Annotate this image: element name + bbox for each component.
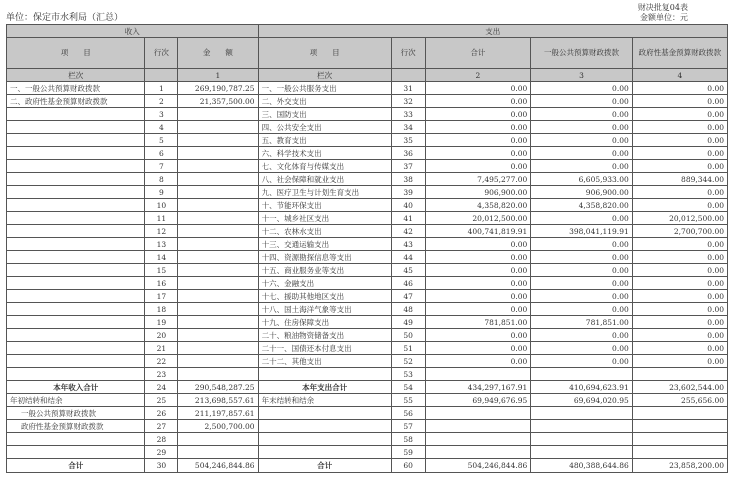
table-row bbox=[7, 238, 728, 251]
grand-total-label: 合计 bbox=[7, 459, 145, 473]
expense-total: 906,900.00 bbox=[425, 186, 531, 199]
expense-item-label: 十三、交通运输支出 bbox=[258, 238, 391, 251]
expense-item-label: 二十二、其他支出 bbox=[258, 355, 391, 368]
expense-total bbox=[425, 368, 531, 381]
expense-total: 7,495,277.00 bbox=[425, 173, 531, 186]
empty-cell bbox=[531, 433, 632, 446]
general-budget-label: 一般公共预算财政拨款 bbox=[7, 407, 145, 420]
grand-total-amount: 504,246,844.86 bbox=[178, 459, 258, 473]
row-number: 12 bbox=[145, 225, 178, 238]
expense-fund: 0.00 bbox=[632, 186, 727, 199]
row-number: 32 bbox=[391, 95, 425, 108]
row-number: 18 bbox=[145, 303, 178, 316]
empty-cell bbox=[632, 446, 727, 459]
expense-fund: 0.00 bbox=[632, 199, 727, 212]
expense-general bbox=[531, 368, 632, 381]
table-row bbox=[7, 355, 728, 368]
income-amount bbox=[178, 160, 258, 173]
expense-total: 0.00 bbox=[425, 160, 531, 173]
expense-item-label: 八、社会保障和就业支出 bbox=[258, 173, 391, 186]
row-number: 35 bbox=[391, 134, 425, 147]
expense-total: 0.00 bbox=[425, 82, 531, 95]
expense-total: 0.00 bbox=[425, 121, 531, 134]
expense-item-label: 十一、城乡社区支出 bbox=[258, 212, 391, 225]
expense-fund: 0.00 bbox=[632, 108, 727, 121]
row-number: 13 bbox=[145, 238, 178, 251]
row-number: 19 bbox=[145, 316, 178, 329]
lanci-label: 栏次 bbox=[7, 69, 145, 82]
expense-fund: 889,344.00 bbox=[632, 173, 727, 186]
table-row-fund bbox=[7, 420, 728, 433]
empty-cell bbox=[425, 407, 531, 420]
income-item-label bbox=[7, 316, 145, 329]
expense-item-label: 三、国防支出 bbox=[258, 108, 391, 121]
income-item-label bbox=[7, 186, 145, 199]
row-number: 16 bbox=[145, 277, 178, 290]
currency-unit: 金额单位：元 bbox=[640, 13, 688, 22]
expense-total: 400,741,819.91 bbox=[425, 225, 531, 238]
expense-general: 0.00 bbox=[531, 303, 632, 316]
row-number: 27 bbox=[145, 420, 178, 433]
income-amount bbox=[178, 121, 258, 134]
expense-item-label: 二、外交支出 bbox=[258, 95, 391, 108]
expense-fund: 0.00 bbox=[632, 290, 727, 303]
expense-fund: 20,012,500.00 bbox=[632, 212, 727, 225]
expense-fund: 0.00 bbox=[632, 342, 727, 355]
empty-cell bbox=[178, 446, 258, 459]
expense-item-label: 四、公共安全支出 bbox=[258, 121, 391, 134]
expense-general: 906,900.00 bbox=[531, 186, 632, 199]
row-number: 50 bbox=[391, 329, 425, 342]
row-number: 37 bbox=[391, 160, 425, 173]
row-number: 54 bbox=[391, 381, 425, 394]
income-item-label bbox=[7, 225, 145, 238]
row-number: 11 bbox=[145, 212, 178, 225]
income-group-header: 收入 bbox=[7, 25, 259, 38]
table-row bbox=[7, 160, 728, 173]
expense-total: 0.00 bbox=[425, 290, 531, 303]
col-item-header: 项 目 bbox=[258, 38, 391, 69]
table-row bbox=[7, 82, 728, 95]
row-number: 43 bbox=[391, 238, 425, 251]
expense-general: 0.00 bbox=[531, 95, 632, 108]
row-number: 9 bbox=[145, 186, 178, 199]
expense-item-label: 十四、资源勘探信息等支出 bbox=[258, 251, 391, 264]
table-row bbox=[7, 121, 728, 134]
expense-general: 398,041,119.91 bbox=[531, 225, 632, 238]
expense-general: 0.00 bbox=[531, 147, 632, 160]
income-amount: 21,357,500.00 bbox=[178, 95, 258, 108]
table-row-grand-total bbox=[7, 459, 728, 473]
income-amount bbox=[178, 329, 258, 342]
expense-total: 0.00 bbox=[425, 134, 531, 147]
income-amount bbox=[178, 134, 258, 147]
income-amount bbox=[178, 238, 258, 251]
expense-item-label: 六、科学技术支出 bbox=[258, 147, 391, 160]
general-budget-amount: 211,197,857.61 bbox=[178, 407, 258, 420]
income-item-label bbox=[7, 342, 145, 355]
col-amount-header: 金 额 bbox=[178, 38, 258, 69]
table-row bbox=[7, 316, 728, 329]
lanci-2: 2 bbox=[425, 69, 531, 82]
row-number: 24 bbox=[145, 381, 178, 394]
expense-total: 0.00 bbox=[425, 108, 531, 121]
income-item-label bbox=[7, 303, 145, 316]
expense-fund: 0.00 bbox=[632, 160, 727, 173]
carry-out-general: 69,694,020.95 bbox=[531, 394, 632, 407]
expense-general: 0.00 bbox=[531, 329, 632, 342]
income-item-label bbox=[7, 121, 145, 134]
income-item-label: 二、政府性基金预算财政拨款 bbox=[7, 95, 145, 108]
income-item-label bbox=[7, 199, 145, 212]
expense-fund: 0.00 bbox=[632, 355, 727, 368]
expense-general: 0.00 bbox=[531, 355, 632, 368]
row-number: 30 bbox=[145, 459, 178, 473]
expense-total: 0.00 bbox=[425, 303, 531, 316]
row-number: 36 bbox=[391, 147, 425, 160]
carry-out-label: 年末结转和结余 bbox=[258, 394, 391, 407]
income-amount bbox=[178, 264, 258, 277]
empty-cell bbox=[531, 446, 632, 459]
row-number: 57 bbox=[391, 420, 425, 433]
expense-total: 4,358,820.00 bbox=[425, 199, 531, 212]
grand-total-expense: 504,246,844.86 bbox=[425, 459, 531, 473]
row-number: 14 bbox=[145, 251, 178, 264]
table-row bbox=[7, 290, 728, 303]
income-item-label bbox=[7, 134, 145, 147]
row-number: 6 bbox=[145, 147, 178, 160]
carry-in-label: 年初结转和结余 bbox=[7, 394, 145, 407]
row-number: 21 bbox=[145, 342, 178, 355]
row-number: 45 bbox=[391, 264, 425, 277]
row-number: 3 bbox=[145, 108, 178, 121]
empty-cell bbox=[258, 433, 391, 446]
expense-general: 6,605,933.00 bbox=[531, 173, 632, 186]
empty-cell bbox=[632, 420, 727, 433]
empty-cell bbox=[531, 420, 632, 433]
income-item-label: 一、一般公共预算财政拨款 bbox=[7, 82, 145, 95]
empty-cell bbox=[632, 407, 727, 420]
row-number: 60 bbox=[391, 459, 425, 473]
table-row-general bbox=[7, 407, 728, 420]
row-number: 44 bbox=[391, 251, 425, 264]
empty-cell bbox=[7, 433, 145, 446]
table-row bbox=[7, 264, 728, 277]
income-item-label bbox=[7, 212, 145, 225]
expense-general: 4,358,820.00 bbox=[531, 199, 632, 212]
income-item-label bbox=[7, 147, 145, 160]
income-item-label bbox=[7, 355, 145, 368]
income-item-label bbox=[7, 329, 145, 342]
row-number: 10 bbox=[145, 199, 178, 212]
header-row-lanci bbox=[7, 69, 728, 82]
income-amount bbox=[178, 342, 258, 355]
expense-fund: 0.00 bbox=[632, 316, 727, 329]
row-number: 41 bbox=[391, 212, 425, 225]
row-number: 51 bbox=[391, 342, 425, 355]
expense-item-label bbox=[258, 368, 391, 381]
expense-total: 0.00 bbox=[425, 264, 531, 277]
row-number: 15 bbox=[145, 264, 178, 277]
expense-fund: 0.00 bbox=[632, 264, 727, 277]
expense-item-label: 七、文化体育与传媒支出 bbox=[258, 160, 391, 173]
income-amount bbox=[178, 303, 258, 316]
expense-general: 0.00 bbox=[531, 264, 632, 277]
expense-item-label: 十五、商业服务业等支出 bbox=[258, 264, 391, 277]
row-number: 17 bbox=[145, 290, 178, 303]
expense-general: 0.00 bbox=[531, 121, 632, 134]
row-number: 7 bbox=[145, 160, 178, 173]
row-number: 59 bbox=[391, 446, 425, 459]
income-item-label bbox=[7, 264, 145, 277]
expense-total-amount: 434,297,167.91 bbox=[425, 381, 531, 394]
expense-general: 0.00 bbox=[531, 134, 632, 147]
expense-total: 0.00 bbox=[425, 251, 531, 264]
empty-cell bbox=[7, 446, 145, 459]
table-row bbox=[7, 225, 728, 238]
expense-item-label: 九、医疗卫生与计划生育支出 bbox=[258, 186, 391, 199]
expense-general: 0.00 bbox=[531, 238, 632, 251]
income-item-label bbox=[7, 290, 145, 303]
income-amount: 269,190,787.25 bbox=[178, 82, 258, 95]
income-amount bbox=[178, 355, 258, 368]
lanci-label: 栏次 bbox=[258, 69, 391, 82]
row-number: 26 bbox=[145, 407, 178, 420]
table-row bbox=[7, 186, 728, 199]
expense-fund: 0.00 bbox=[632, 238, 727, 251]
carry-out-fund: 255,656.00 bbox=[632, 394, 727, 407]
expense-item-label: 二十、粮油物资储备支出 bbox=[258, 329, 391, 342]
empty-cell bbox=[178, 433, 258, 446]
expense-fund: 0.00 bbox=[632, 134, 727, 147]
table-row bbox=[7, 199, 728, 212]
row-number: 25 bbox=[145, 394, 178, 407]
income-amount bbox=[178, 277, 258, 290]
fund-budget-label: 政府性基金预算财政拨款 bbox=[7, 420, 145, 433]
expense-item-label: 十、节能环保支出 bbox=[258, 199, 391, 212]
row-number: 4 bbox=[145, 121, 178, 134]
income-amount bbox=[178, 186, 258, 199]
income-amount bbox=[178, 368, 258, 381]
row-number: 58 bbox=[391, 433, 425, 446]
empty-cell bbox=[425, 433, 531, 446]
income-item-label bbox=[7, 277, 145, 290]
row-number: 5 bbox=[145, 134, 178, 147]
expense-item-label: 一、一般公共服务支出 bbox=[258, 82, 391, 95]
table-row bbox=[7, 329, 728, 342]
lanci-1: 1 bbox=[178, 69, 258, 82]
row-number: 56 bbox=[391, 407, 425, 420]
expense-total: 0.00 bbox=[425, 147, 531, 160]
expense-item-label: 五、教育支出 bbox=[258, 134, 391, 147]
row-number: 22 bbox=[145, 355, 178, 368]
row-number: 2 bbox=[145, 95, 178, 108]
expense-item-label: 十二、农林水支出 bbox=[258, 225, 391, 238]
col-rowno-header: 行次 bbox=[145, 38, 178, 69]
income-total-label: 本年收入合计 bbox=[7, 381, 145, 394]
table-row bbox=[7, 368, 728, 381]
budget-table bbox=[6, 24, 728, 473]
income-total-amount: 290,548,287.25 bbox=[178, 381, 258, 394]
table-row bbox=[7, 303, 728, 316]
expense-fund: 0.00 bbox=[632, 95, 727, 108]
expense-total-label: 本年支出合计 bbox=[258, 381, 391, 394]
carry-in-amount: 213,698,557.61 bbox=[178, 394, 258, 407]
table-row bbox=[7, 95, 728, 108]
expense-fund: 2,700,700.00 bbox=[632, 225, 727, 238]
income-amount bbox=[178, 290, 258, 303]
row-number: 46 bbox=[391, 277, 425, 290]
expense-fund: 0.00 bbox=[632, 303, 727, 316]
expense-general: 0.00 bbox=[531, 108, 632, 121]
grand-total-general: 480,388,644.86 bbox=[531, 459, 632, 473]
row-number: 39 bbox=[391, 186, 425, 199]
expense-general: 0.00 bbox=[531, 342, 632, 355]
row-number: 42 bbox=[391, 225, 425, 238]
table-row bbox=[7, 277, 728, 290]
col-item-header: 项 目 bbox=[7, 38, 145, 69]
col-rowno-header: 行次 bbox=[391, 38, 425, 69]
form-number: 财决批复04表 bbox=[637, 3, 688, 12]
row-number: 48 bbox=[391, 303, 425, 316]
expense-item-label: 十七、援助其他地区支出 bbox=[258, 290, 391, 303]
carry-out-amount: 69,949,676.95 bbox=[425, 394, 531, 407]
income-amount bbox=[178, 173, 258, 186]
empty-cell bbox=[531, 407, 632, 420]
unit-label: 单位：保定市水利局（汇总） bbox=[6, 13, 124, 23]
expense-total: 20,012,500.00 bbox=[425, 212, 531, 225]
income-amount bbox=[178, 199, 258, 212]
lanci-empty bbox=[391, 69, 425, 82]
income-item-label bbox=[7, 251, 145, 264]
lanci-empty bbox=[145, 69, 178, 82]
empty-cell bbox=[425, 420, 531, 433]
col-general-header: 一般公共预算财政拨款 bbox=[531, 38, 632, 69]
expense-fund: 0.00 bbox=[632, 121, 727, 134]
header-row-columns bbox=[7, 38, 728, 69]
expense-total: 0.00 bbox=[425, 355, 531, 368]
expense-general: 781,851.00 bbox=[531, 316, 632, 329]
empty-cell bbox=[258, 407, 391, 420]
row-number: 34 bbox=[391, 121, 425, 134]
row-number: 47 bbox=[391, 290, 425, 303]
row-number: 38 bbox=[391, 173, 425, 186]
row-number: 23 bbox=[145, 368, 178, 381]
table-row bbox=[7, 342, 728, 355]
table-row bbox=[7, 147, 728, 160]
income-amount bbox=[178, 225, 258, 238]
income-item-label bbox=[7, 173, 145, 186]
expense-item-label: 十六、金融支出 bbox=[258, 277, 391, 290]
expense-total: 0.00 bbox=[425, 95, 531, 108]
expense-general: 0.00 bbox=[531, 290, 632, 303]
table-row bbox=[7, 134, 728, 147]
expense-fund: 0.00 bbox=[632, 82, 727, 95]
row-number: 33 bbox=[391, 108, 425, 121]
col-fund-header: 政府性基金预算财政拨款 bbox=[632, 38, 727, 69]
income-amount bbox=[178, 147, 258, 160]
expense-total: 781,851.00 bbox=[425, 316, 531, 329]
expense-fund: 0.00 bbox=[632, 329, 727, 342]
table-row bbox=[7, 251, 728, 264]
table-row-blank bbox=[7, 433, 728, 446]
empty-cell bbox=[632, 433, 727, 446]
expense-general: 0.00 bbox=[531, 82, 632, 95]
header-row-groups bbox=[7, 25, 728, 38]
expense-general: 0.00 bbox=[531, 251, 632, 264]
expense-total: 0.00 bbox=[425, 277, 531, 290]
expense-total: 0.00 bbox=[425, 329, 531, 342]
expense-group-header: 支出 bbox=[258, 25, 727, 38]
row-number: 52 bbox=[391, 355, 425, 368]
table-row-carry bbox=[7, 394, 728, 407]
table-row-blank bbox=[7, 446, 728, 459]
expense-total-general: 410,694,623.91 bbox=[531, 381, 632, 394]
expense-general: 0.00 bbox=[531, 277, 632, 290]
table-row bbox=[7, 108, 728, 121]
row-number: 55 bbox=[391, 394, 425, 407]
income-amount bbox=[178, 108, 258, 121]
row-number: 40 bbox=[391, 199, 425, 212]
expense-fund: 0.00 bbox=[632, 147, 727, 160]
row-number: 28 bbox=[145, 433, 178, 446]
income-amount bbox=[178, 316, 258, 329]
row-number: 29 bbox=[145, 446, 178, 459]
fund-budget-amount: 2,500,700.00 bbox=[178, 420, 258, 433]
row-number: 8 bbox=[145, 173, 178, 186]
expense-fund bbox=[632, 368, 727, 381]
empty-cell bbox=[258, 446, 391, 459]
row-number: 53 bbox=[391, 368, 425, 381]
expense-general: 0.00 bbox=[531, 212, 632, 225]
income-item-label bbox=[7, 238, 145, 251]
income-amount bbox=[178, 212, 258, 225]
table-row-income-total bbox=[7, 381, 728, 394]
empty-cell bbox=[258, 420, 391, 433]
income-item-label bbox=[7, 108, 145, 121]
expense-item-label: 十九、住房保障支出 bbox=[258, 316, 391, 329]
expense-total-fund: 23,602,544.00 bbox=[632, 381, 727, 394]
expense-fund: 0.00 bbox=[632, 277, 727, 290]
grand-total-label: 合计 bbox=[258, 459, 391, 473]
income-item-label bbox=[7, 368, 145, 381]
grand-total-fund: 23,858,200.00 bbox=[632, 459, 727, 473]
expense-item-label: 二十一、国债还本付息支出 bbox=[258, 342, 391, 355]
expense-general: 0.00 bbox=[531, 160, 632, 173]
row-number: 1 bbox=[145, 82, 178, 95]
table-row bbox=[7, 173, 728, 186]
income-item-label bbox=[7, 160, 145, 173]
expense-item-label: 十八、国土海洋气象等支出 bbox=[258, 303, 391, 316]
col-total-header: 合计 bbox=[425, 38, 531, 69]
row-number: 31 bbox=[391, 82, 425, 95]
empty-cell bbox=[425, 446, 531, 459]
lanci-3: 3 bbox=[531, 69, 632, 82]
row-number: 20 bbox=[145, 329, 178, 342]
table-row bbox=[7, 212, 728, 225]
expense-total: 0.00 bbox=[425, 342, 531, 355]
expense-fund: 0.00 bbox=[632, 251, 727, 264]
income-amount bbox=[178, 251, 258, 264]
row-number: 49 bbox=[391, 316, 425, 329]
expense-total: 0.00 bbox=[425, 238, 531, 251]
lanci-4: 4 bbox=[632, 69, 727, 82]
